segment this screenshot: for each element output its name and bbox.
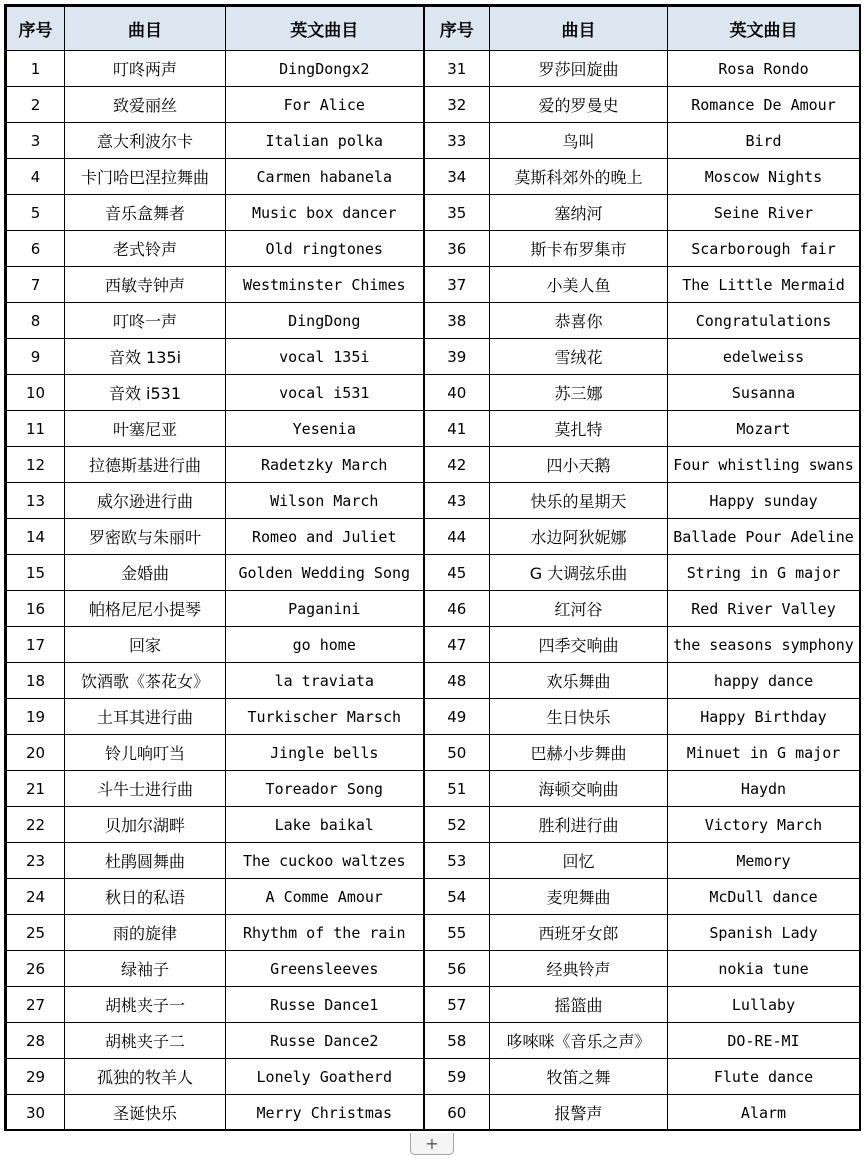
header-title-cn: 曲目 <box>65 7 226 51</box>
table-row <box>7 303 860 339</box>
header-title-en: 英文曲目 <box>226 7 424 51</box>
cell-title-cn[interactable]: 拉德斯基进行曲 <box>65 447 226 483</box>
table-row <box>7 483 860 519</box>
table-row <box>7 1023 860 1059</box>
cell-index[interactable]: 50 <box>424 735 490 771</box>
cell-title-en[interactable]: Susanna <box>668 375 860 411</box>
cell-title-en[interactable]: Rhythm of the rain <box>226 915 424 951</box>
cell-title-en[interactable]: Victory March <box>668 807 860 843</box>
cell-index[interactable]: 29 <box>7 1059 65 1095</box>
cell-title-cn[interactable]: 秋日的私语 <box>65 879 226 915</box>
cell-index[interactable]: 49 <box>424 699 490 735</box>
cell-title-en[interactable]: String in G major <box>668 555 860 591</box>
cell-title-cn[interactable]: 四小天鹅 <box>490 447 668 483</box>
table-row <box>7 267 860 303</box>
cell-index[interactable]: 16 <box>7 591 65 627</box>
cell-index[interactable]: 13 <box>7 483 65 519</box>
table-row <box>7 123 860 159</box>
cell-index[interactable]: 22 <box>7 807 65 843</box>
table-row <box>7 1059 860 1095</box>
table-row <box>7 807 860 843</box>
cell-title-cn[interactable]: 孤独的牧羊人 <box>65 1059 226 1095</box>
cell-index[interactable]: 9 <box>7 339 65 375</box>
cell-title-cn[interactable]: 经典铃声 <box>490 951 668 987</box>
cell-index[interactable]: 12 <box>7 447 65 483</box>
cell-title-cn[interactable]: 塞纳河 <box>490 195 668 231</box>
cell-title-en[interactable]: go home <box>226 627 424 663</box>
cell-title-en[interactable]: Russe Dance2 <box>226 1023 424 1059</box>
cell-title-en[interactable]: Carmen habanela <box>226 159 424 195</box>
cell-index[interactable]: 15 <box>7 555 65 591</box>
cell-title-cn[interactable]: 意大利波尔卡 <box>65 123 226 159</box>
cell-title-cn[interactable]: 胡桃夹子二 <box>65 1023 226 1059</box>
cell-title-en[interactable]: Moscow Nights <box>668 159 860 195</box>
cell-index[interactable]: 57 <box>424 987 490 1023</box>
cell-title-cn[interactable]: 鸟叫 <box>490 123 668 159</box>
cell-title-en[interactable]: Paganini <box>226 591 424 627</box>
cell-index[interactable]: 30 <box>7 1095 65 1131</box>
cell-index[interactable]: 45 <box>424 555 490 591</box>
cell-index[interactable]: 27 <box>7 987 65 1023</box>
cell-index[interactable]: 53 <box>424 843 490 879</box>
cell-index[interactable]: 24 <box>7 879 65 915</box>
cell-index[interactable]: 21 <box>7 771 65 807</box>
cell-index[interactable]: 40 <box>424 375 490 411</box>
cell-title-cn[interactable]: 爱的罗曼史 <box>490 87 668 123</box>
cell-index[interactable]: 43 <box>424 483 490 519</box>
cell-title-en[interactable]: vocal i531 <box>226 375 424 411</box>
cell-title-en[interactable]: McDull dance <box>668 879 860 915</box>
cell-title-en[interactable]: Music box dancer <box>226 195 424 231</box>
table-row <box>7 843 860 879</box>
cell-title-en[interactable]: happy dance <box>668 663 860 699</box>
cell-title-en[interactable]: DingDong <box>226 303 424 339</box>
cell-title-cn[interactable]: 金婚曲 <box>65 555 226 591</box>
cell-title-en[interactable]: Spanish Lady <box>668 915 860 951</box>
cell-title-cn[interactable]: 摇篮曲 <box>490 987 668 1023</box>
cell-title-cn[interactable]: 欢乐舞曲 <box>490 663 668 699</box>
plus-icon: + <box>425 1133 439 1153</box>
cell-index[interactable]: 8 <box>7 303 65 339</box>
cell-title-cn[interactable]: 雨的旋律 <box>65 915 226 951</box>
table-row <box>7 87 860 123</box>
cell-title-cn[interactable]: 音效 i531 <box>65 375 226 411</box>
cell-title-cn[interactable]: 生日快乐 <box>490 699 668 735</box>
cell-index[interactable]: 3 <box>7 123 65 159</box>
cell-title-cn[interactable]: 胜利进行曲 <box>490 807 668 843</box>
cell-title-cn[interactable]: 哆唻咪《音乐之声》 <box>490 1023 668 1059</box>
cell-title-en[interactable]: Romance De Amour <box>668 87 860 123</box>
cell-index[interactable]: 47 <box>424 627 490 663</box>
cell-title-en[interactable]: Seine River <box>668 195 860 231</box>
cell-title-en[interactable]: DingDongx2 <box>226 51 424 87</box>
table-row <box>7 339 860 375</box>
cell-title-en[interactable]: Golden Wedding Song <box>226 555 424 591</box>
cell-title-cn[interactable]: 红河谷 <box>490 591 668 627</box>
cell-title-en[interactable]: The cuckoo waltzes <box>226 843 424 879</box>
cell-title-en[interactable]: Yesenia <box>226 411 424 447</box>
cell-index[interactable]: 38 <box>424 303 490 339</box>
cell-index[interactable]: 60 <box>424 1095 490 1131</box>
cell-title-en[interactable]: Romeo and Juliet <box>226 519 424 555</box>
cell-title-cn[interactable]: 音效 135i <box>65 339 226 375</box>
cell-title-en[interactable]: For Alice <box>226 87 424 123</box>
cell-title-cn[interactable]: 恭喜你 <box>490 303 668 339</box>
cell-title-en[interactable]: Lullaby <box>668 987 860 1023</box>
cell-index[interactable]: 5 <box>7 195 65 231</box>
cell-title-cn[interactable]: 报警声 <box>490 1095 668 1131</box>
cell-index[interactable]: 58 <box>424 1023 490 1059</box>
cell-index[interactable]: 34 <box>424 159 490 195</box>
cell-title-en[interactable]: Haydn <box>668 771 860 807</box>
cell-title-cn[interactable]: 海顿交响曲 <box>490 771 668 807</box>
cell-title-en[interactable]: Congratulations <box>668 303 860 339</box>
cell-index[interactable]: 11 <box>7 411 65 447</box>
cell-index[interactable]: 55 <box>424 915 490 951</box>
cell-index[interactable]: 25 <box>7 915 65 951</box>
cell-title-cn[interactable]: 罗密欧与朱丽叶 <box>65 519 226 555</box>
cell-index[interactable]: 18 <box>7 663 65 699</box>
cell-title-en[interactable]: Mozart <box>668 411 860 447</box>
cell-title-en[interactable]: Minuet in G major <box>668 735 860 771</box>
cell-title-cn[interactable]: 苏三娜 <box>490 375 668 411</box>
cell-title-en[interactable]: Alarm <box>668 1095 860 1131</box>
cell-index[interactable]: 54 <box>424 879 490 915</box>
cell-index[interactable]: 7 <box>7 267 65 303</box>
cell-title-en[interactable]: Turkischer Marsch <box>226 699 424 735</box>
cell-title-cn[interactable]: 水边阿狄妮娜 <box>490 519 668 555</box>
cell-title-cn[interactable]: 回忆 <box>490 843 668 879</box>
header-row <box>7 7 860 51</box>
table-row <box>7 555 860 591</box>
cell-title-cn[interactable]: 莫扎特 <box>490 411 668 447</box>
ringtone-table-container <box>4 4 861 1131</box>
cell-title-cn[interactable]: 西敏寺钟声 <box>65 267 226 303</box>
cell-index[interactable]: 4 <box>7 159 65 195</box>
cell-title-cn[interactable]: 帕格尼尼小提琴 <box>65 591 226 627</box>
cell-title-cn[interactable]: 绿袖子 <box>65 951 226 987</box>
header-title-cn-2: 曲目 <box>490 7 668 51</box>
cell-index[interactable]: 2 <box>7 87 65 123</box>
cell-title-cn[interactable]: 罗莎回旋曲 <box>490 51 668 87</box>
cell-index[interactable]: 48 <box>424 663 490 699</box>
table-row <box>7 915 860 951</box>
cell-title-cn[interactable]: 胡桃夹子一 <box>65 987 226 1023</box>
table-row <box>7 411 860 447</box>
table-row <box>7 663 860 699</box>
cell-title-cn[interactable]: 小美人鱼 <box>490 267 668 303</box>
add-sheet-button[interactable] <box>410 1133 454 1155</box>
cell-title-cn[interactable]: 音乐盒舞者 <box>65 195 226 231</box>
cell-title-cn[interactable]: 土耳其进行曲 <box>65 699 226 735</box>
cell-title-en[interactable]: Jingle bells <box>226 735 424 771</box>
cell-index[interactable]: 44 <box>424 519 490 555</box>
table-row <box>7 519 860 555</box>
table-row <box>7 195 860 231</box>
cell-index[interactable]: 26 <box>7 951 65 987</box>
cell-index[interactable]: 32 <box>424 87 490 123</box>
table-body <box>7 51 860 1131</box>
cell-index[interactable]: 36 <box>424 231 490 267</box>
cell-index[interactable]: 14 <box>7 519 65 555</box>
cell-index[interactable]: 6 <box>7 231 65 267</box>
cell-title-en[interactable]: A Comme Amour <box>226 879 424 915</box>
cell-index[interactable]: 41 <box>424 411 490 447</box>
cell-title-cn[interactable]: 威尔逊进行曲 <box>65 483 226 519</box>
table-row <box>7 231 860 267</box>
cell-title-cn[interactable]: 莫斯科郊外的晚上 <box>490 159 668 195</box>
cell-title-en[interactable]: Radetzky March <box>226 447 424 483</box>
cell-title-en[interactable]: Lake baikal <box>226 807 424 843</box>
cell-title-cn[interactable]: 四季交响曲 <box>490 627 668 663</box>
cell-title-cn[interactable]: 回家 <box>65 627 226 663</box>
cell-title-en[interactable]: Old ringtones <box>226 231 424 267</box>
table-row <box>7 771 860 807</box>
cell-title-en[interactable]: Wilson March <box>226 483 424 519</box>
cell-title-en[interactable]: Bird <box>668 123 860 159</box>
header-index: 序号 <box>7 7 65 51</box>
table-row <box>7 987 860 1023</box>
cell-title-cn[interactable]: 快乐的星期天 <box>490 483 668 519</box>
cell-title-cn[interactable]: 牧笛之舞 <box>490 1059 668 1095</box>
cell-title-cn[interactable]: 饮酒歌《茶花女》 <box>65 663 226 699</box>
cell-title-cn[interactable]: 老式铃声 <box>65 231 226 267</box>
cell-title-en[interactable]: Toreador Song <box>226 771 424 807</box>
header-index-2: 序号 <box>424 7 490 51</box>
cell-title-cn[interactable]: 铃儿响叮当 <box>65 735 226 771</box>
cell-title-en[interactable]: DO-RE-MI <box>668 1023 860 1059</box>
cell-index[interactable]: 23 <box>7 843 65 879</box>
cell-index[interactable]: 39 <box>424 339 490 375</box>
cell-title-en[interactable]: Italian polka <box>226 123 424 159</box>
cell-title-en[interactable]: Westminster Chimes <box>226 267 424 303</box>
cell-title-cn[interactable]: 贝加尔湖畔 <box>65 807 226 843</box>
cell-title-cn[interactable]: 致爱丽丝 <box>65 87 226 123</box>
cell-title-en[interactable]: Red River Valley <box>668 591 860 627</box>
cell-index[interactable]: 17 <box>7 627 65 663</box>
cell-title-en[interactable]: the seasons symphony <box>668 627 860 663</box>
cell-index[interactable]: 10 <box>7 375 65 411</box>
table-row <box>7 51 860 87</box>
cell-index[interactable]: 56 <box>424 951 490 987</box>
ringtone-table <box>6 6 860 1131</box>
cell-title-cn[interactable]: 雪绒花 <box>490 339 668 375</box>
cell-title-cn[interactable]: 麦兜舞曲 <box>490 879 668 915</box>
table-row <box>7 159 860 195</box>
cell-index[interactable]: 20 <box>7 735 65 771</box>
cell-title-cn[interactable]: 圣诞快乐 <box>65 1095 226 1131</box>
table-row <box>7 951 860 987</box>
cell-title-cn[interactable]: 卡门哈巴涅拉舞曲 <box>65 159 226 195</box>
cell-title-en[interactable]: Flute dance <box>668 1059 860 1095</box>
table-row <box>7 879 860 915</box>
header-title-en-2: 英文曲目 <box>668 7 860 51</box>
cell-index[interactable]: 19 <box>7 699 65 735</box>
cell-title-cn[interactable]: 西班牙女郎 <box>490 915 668 951</box>
table-row <box>7 735 860 771</box>
cell-title-cn[interactable]: 巴赫小步舞曲 <box>490 735 668 771</box>
cell-index[interactable]: 35 <box>424 195 490 231</box>
cell-title-cn[interactable]: 斯卡布罗集市 <box>490 231 668 267</box>
cell-title-en[interactable]: Memory <box>668 843 860 879</box>
cell-title-en[interactable]: Happy sunday <box>668 483 860 519</box>
table-row <box>7 627 860 663</box>
cell-index[interactable]: 1 <box>7 51 65 87</box>
table-row <box>7 591 860 627</box>
cell-title-en[interactable]: edelweiss <box>668 339 860 375</box>
cell-title-cn[interactable]: 杜鹃圆舞曲 <box>65 843 226 879</box>
cell-title-en[interactable]: Lonely Goatherd <box>226 1059 424 1095</box>
table-row <box>7 447 860 483</box>
cell-index[interactable]: 59 <box>424 1059 490 1095</box>
cell-title-cn[interactable]: 叶塞尼亚 <box>65 411 226 447</box>
cell-title-en[interactable]: The Little Mermaid <box>668 267 860 303</box>
cell-title-cn[interactable]: 叮咚一声 <box>65 303 226 339</box>
table-row <box>7 1095 860 1131</box>
cell-index[interactable]: 51 <box>424 771 490 807</box>
cell-index[interactable]: 42 <box>424 447 490 483</box>
cell-title-en[interactable]: nokia tune <box>668 951 860 987</box>
cell-index[interactable]: 33 <box>424 123 490 159</box>
cell-title-en[interactable]: Rosa Rondo <box>668 51 860 87</box>
cell-title-en[interactable]: la traviata <box>226 663 424 699</box>
cell-index[interactable]: 52 <box>424 807 490 843</box>
cell-index[interactable]: 37 <box>424 267 490 303</box>
cell-title-en[interactable]: Ballade Pour Adeline <box>668 519 860 555</box>
cell-title-cn[interactable]: G 大调弦乐曲 <box>490 555 668 591</box>
cell-index[interactable]: 28 <box>7 1023 65 1059</box>
cell-title-en[interactable]: Happy Birthday <box>668 699 860 735</box>
cell-index[interactable]: 31 <box>424 51 490 87</box>
cell-title-cn[interactable]: 叮咚两声 <box>65 51 226 87</box>
cell-title-en[interactable]: Merry Christmas <box>226 1095 424 1131</box>
cell-title-cn[interactable]: 斗牛士进行曲 <box>65 771 226 807</box>
cell-title-en[interactable]: Four whistling swans <box>668 447 860 483</box>
cell-title-en[interactable]: Scarborough fair <box>668 231 860 267</box>
cell-title-en[interactable]: Greensleeves <box>226 951 424 987</box>
cell-title-en[interactable]: vocal 135i <box>226 339 424 375</box>
cell-title-en[interactable]: Russe Dance1 <box>226 987 424 1023</box>
cell-index[interactable]: 46 <box>424 591 490 627</box>
table-row <box>7 699 860 735</box>
table-row <box>7 375 860 411</box>
